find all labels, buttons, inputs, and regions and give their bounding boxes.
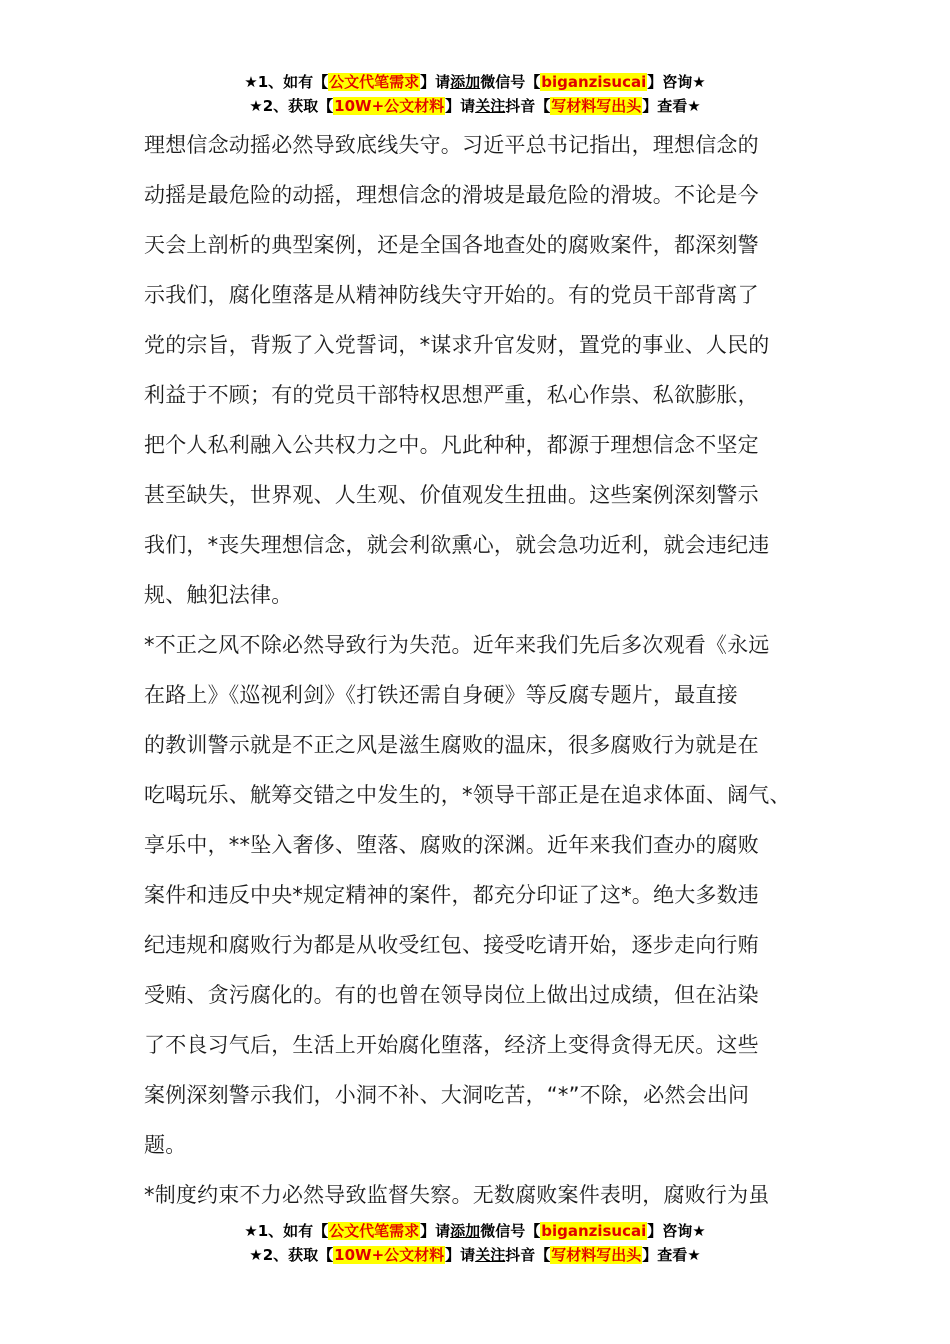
text-line: 示我们，腐化堕落是从精神防线失守开始的。有的党员干部背离了 bbox=[144, 283, 759, 307]
banner-text: 微信号【 bbox=[480, 73, 541, 91]
banner-text: 1、如有【 bbox=[257, 73, 329, 91]
text-line: 甚至缺失，世界观、人生观、价值观发生扭曲。这些案例深刻警示 bbox=[144, 483, 759, 507]
banner-line-1 bbox=[0, 1219, 950, 1243]
banner-text: 2、获取【 bbox=[262, 97, 334, 115]
star-icon: ★ bbox=[687, 97, 701, 115]
highlight-wechat-id: biganzisucai bbox=[541, 1222, 647, 1240]
star-icon: ★ bbox=[249, 97, 263, 115]
paragraph-unhealthy-trends bbox=[144, 620, 824, 1170]
document-body bbox=[144, 120, 824, 1220]
text-line: 的教训警示就是不正之风是滋生腐败的温床，很多腐败行为就是在 bbox=[144, 733, 759, 757]
banner-underlined: 关注 bbox=[475, 97, 506, 115]
banner-line-1 bbox=[0, 70, 950, 94]
text-line: 我们，*丧失理想信念，就会利欲熏心，就会急功近利，就会违纪违 bbox=[144, 533, 770, 557]
highlight-douyin: 写材料写出头 bbox=[551, 1246, 642, 1264]
banner-text: 】查看 bbox=[642, 1246, 688, 1264]
text-line: 了不良习气后，生活上开始腐化堕落，经济上变得贪得无厌。这些 bbox=[144, 1033, 759, 1057]
banner-text: 】请 bbox=[445, 1246, 476, 1264]
banner-line-2 bbox=[0, 1243, 950, 1267]
header-banner bbox=[0, 70, 950, 118]
highlight-materials: 10W+公文材料 bbox=[334, 97, 445, 115]
paragraph-ideals bbox=[144, 120, 824, 620]
banner-text: 】请 bbox=[420, 73, 451, 91]
footer-banner bbox=[0, 1219, 950, 1267]
text-line: 纪违规和腐败行为都是从收受红包、接受吃请开始，逐步走向行贿 bbox=[144, 933, 759, 957]
banner-text: 微信号【 bbox=[480, 1222, 541, 1240]
paragraph-institutional-constraints bbox=[144, 1170, 824, 1220]
banner-text: 】咨询 bbox=[647, 1222, 693, 1240]
text-line: 案例深刻警示我们，小洞不补、大洞吃苦，“*”不除，必然会出问 bbox=[144, 1083, 750, 1107]
text-line: 在路上》《巡视利剑》《打铁还需自身硬》等反腐专题片，最直接 bbox=[144, 683, 738, 707]
star-icon: ★ bbox=[692, 73, 706, 91]
banner-text: 】请 bbox=[445, 97, 476, 115]
banner-text: 1、如有【 bbox=[257, 1222, 329, 1240]
text-line: 享乐中，**坠入奢侈、堕落、腐败的深渊。近年来我们查办的腐败 bbox=[144, 833, 759, 857]
text-line: 案件和违反中央*规定精神的案件，都充分印证了这*。绝大多数违 bbox=[144, 883, 759, 907]
text-line: 题。 bbox=[144, 1133, 187, 1157]
text-line: 党的宗旨，背叛了入党誓词，*谋求升官发财，置党的事业、人民的 bbox=[144, 333, 770, 357]
banner-text: 】请 bbox=[420, 1222, 451, 1240]
text-line: 利益于不顾；有的党员干部特权思想严重，私心作祟、私欲膨胀， bbox=[144, 383, 759, 407]
highlight-service: 公文代笔需求 bbox=[329, 1222, 420, 1240]
text-line: 吃喝玩乐、觥筹交错之中发生的，*领导干部正是在追求体面、阔气、 bbox=[144, 783, 791, 807]
banner-text: 】咨询 bbox=[647, 73, 693, 91]
text-line: 动摇是最危险的动摇，理想信念的滑坡是最危险的滑坡。不论是今 bbox=[144, 183, 759, 207]
banner-underlined: 关注 bbox=[475, 1246, 506, 1264]
banner-line-2 bbox=[0, 94, 950, 118]
text-line: *不正之风不除必然导致行为失范。近年来我们先后多次观看《永远 bbox=[144, 633, 770, 657]
banner-text: 抖音【 bbox=[505, 97, 551, 115]
banner-text: 抖音【 bbox=[505, 1246, 551, 1264]
star-icon: ★ bbox=[687, 1246, 701, 1264]
text-line: 规、触犯法律。 bbox=[144, 583, 293, 607]
text-line: 理想信念动摇必然导致底线失守。习近平总书记指出，理想信念的 bbox=[144, 133, 759, 157]
star-icon: ★ bbox=[244, 1222, 258, 1240]
star-icon: ★ bbox=[692, 1222, 706, 1240]
text-line: *制度约束不力必然导致监督失察。无数腐败案件表明，腐败行为虽 bbox=[144, 1183, 770, 1207]
highlight-materials: 10W+公文材料 bbox=[334, 1246, 445, 1264]
text-line: 把个人私利融入公共权力之中。凡此种种，都源于理想信念不坚定 bbox=[144, 433, 759, 457]
highlight-douyin: 写材料写出头 bbox=[551, 97, 642, 115]
banner-text: 2、获取【 bbox=[262, 1246, 334, 1264]
star-icon: ★ bbox=[249, 1246, 263, 1264]
banner-underlined: 添加 bbox=[450, 73, 481, 91]
star-icon: ★ bbox=[244, 73, 258, 91]
banner-text: 】查看 bbox=[642, 97, 688, 115]
highlight-wechat-id: biganzisucai bbox=[541, 73, 647, 91]
banner-underlined: 添加 bbox=[450, 1222, 481, 1240]
text-line: 天会上剖析的典型案例，还是全国各地查处的腐败案件，都深刻警 bbox=[144, 233, 759, 257]
highlight-service: 公文代笔需求 bbox=[329, 73, 420, 91]
text-line: 受贿、贪污腐化的。有的也曾在领导岗位上做出过成绩，但在沾染 bbox=[144, 983, 759, 1007]
